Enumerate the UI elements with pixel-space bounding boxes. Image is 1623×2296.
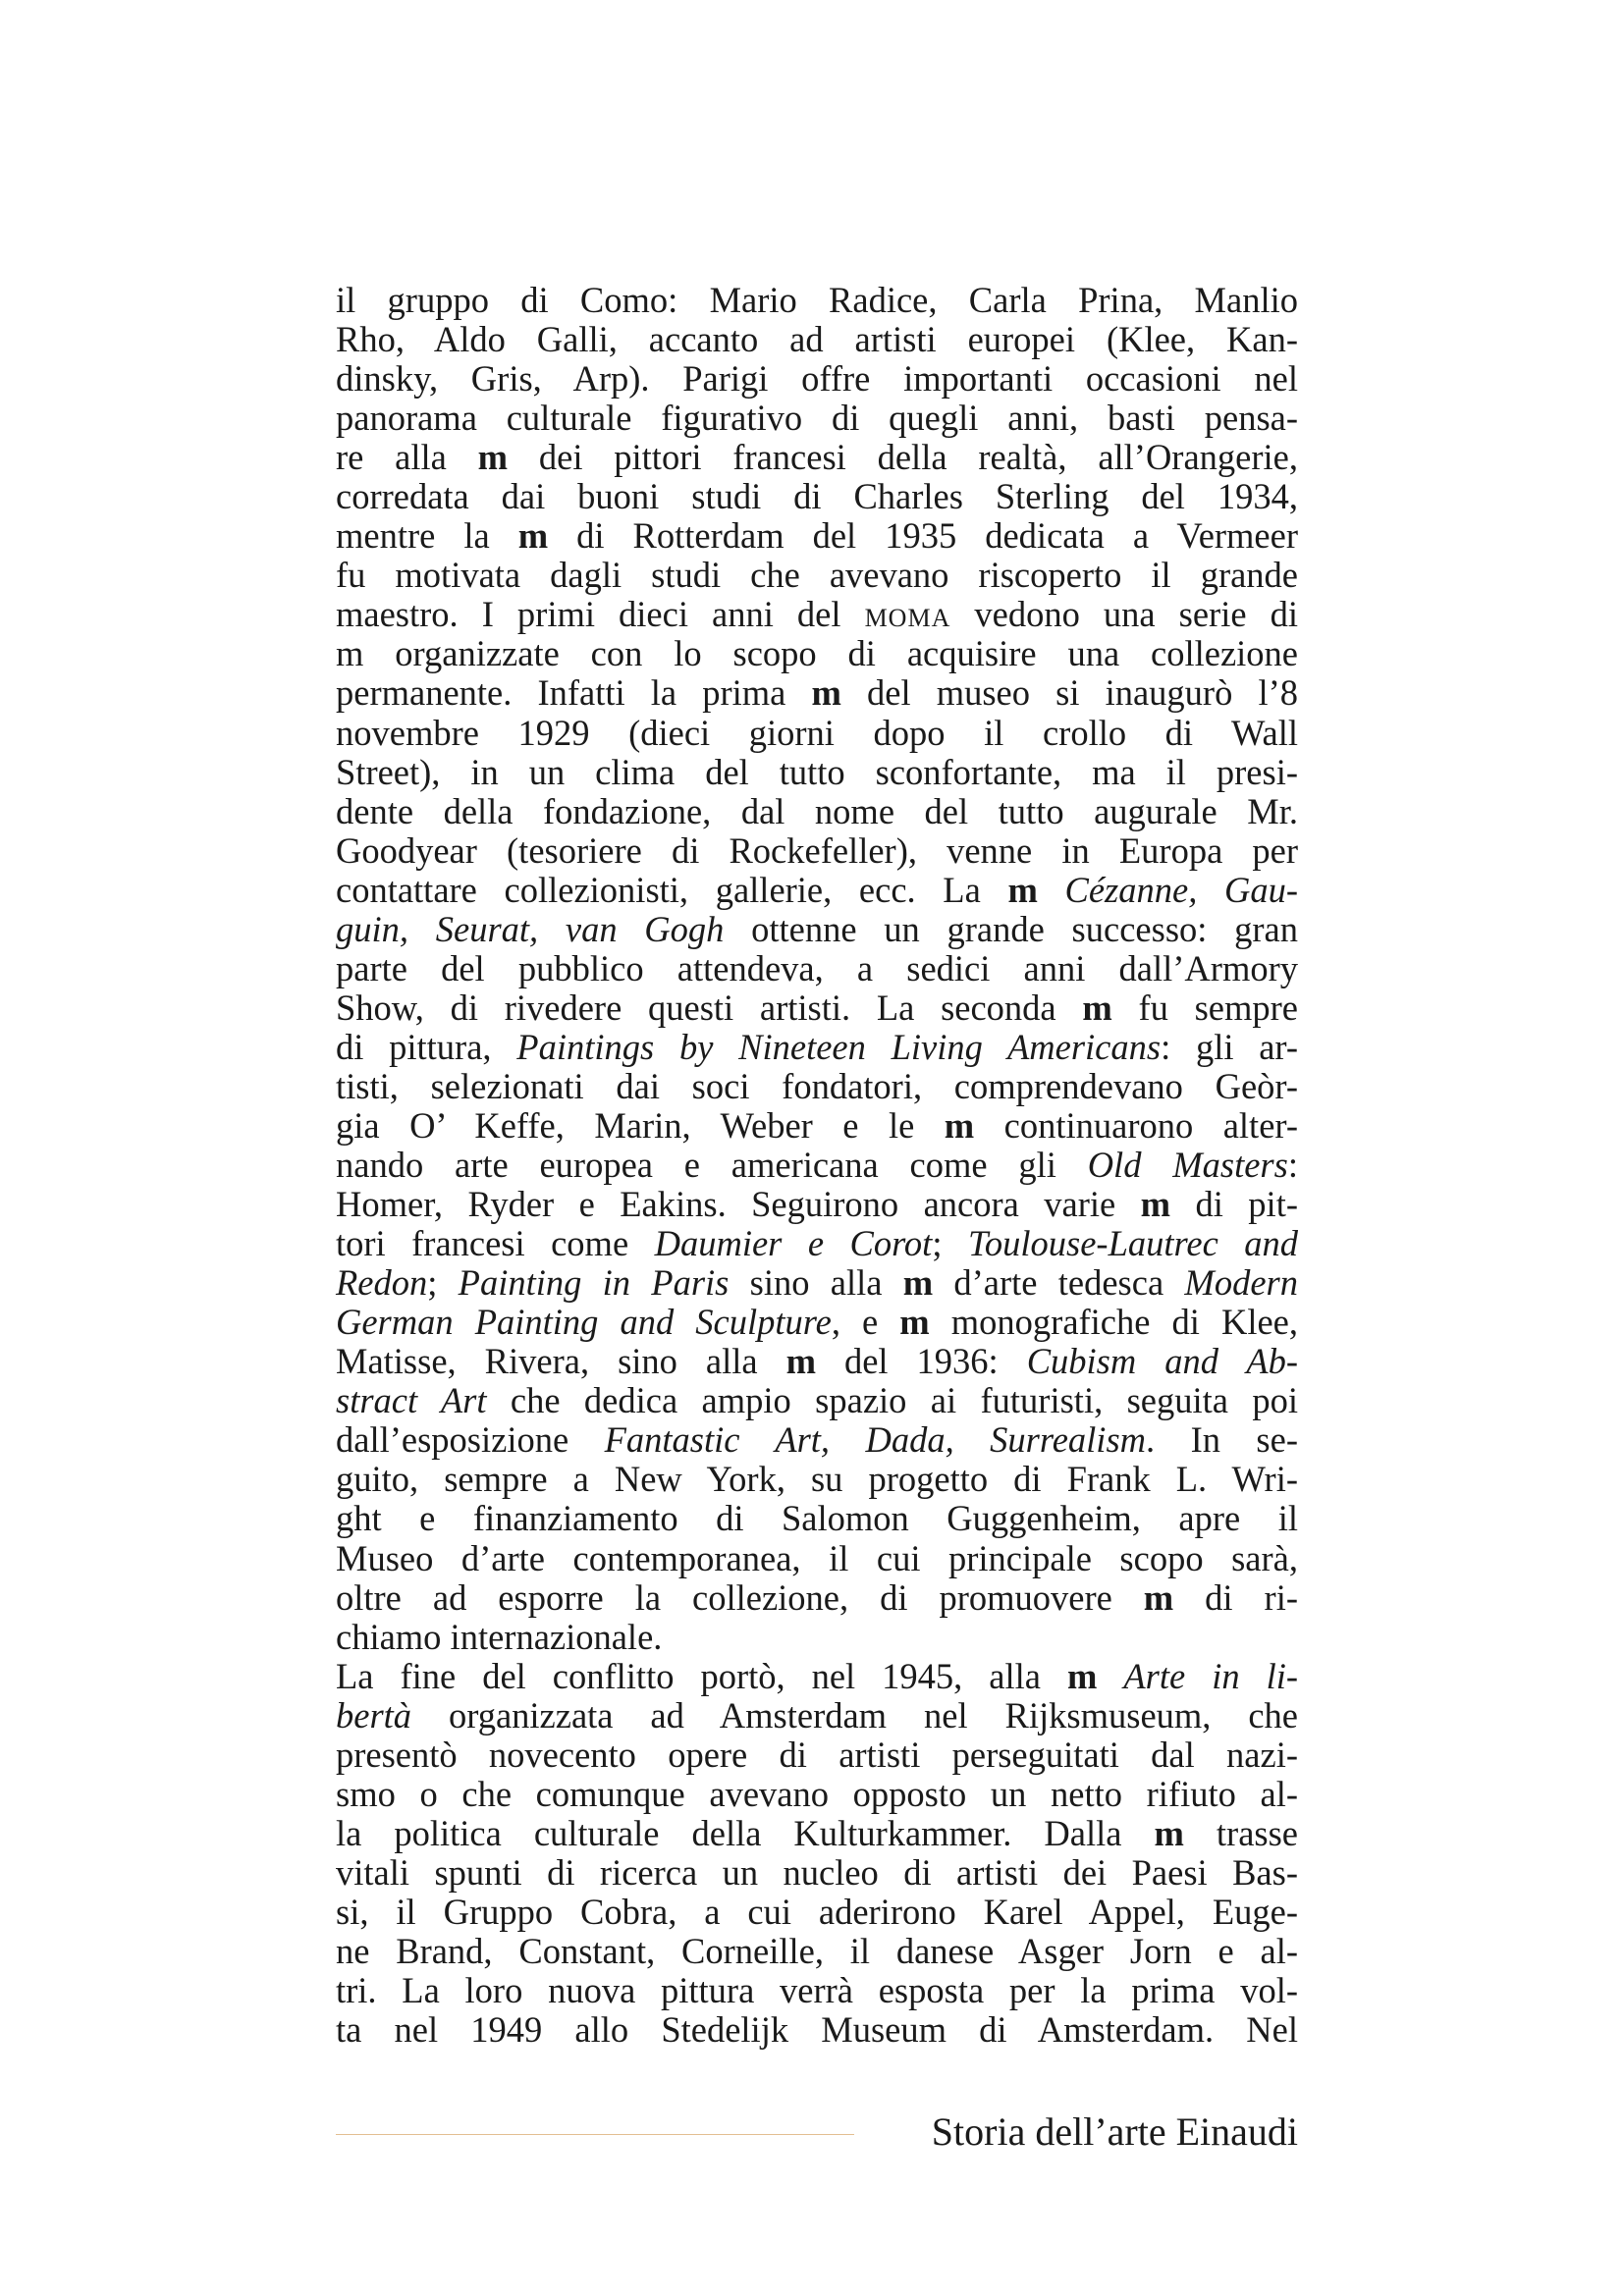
footer-rule bbox=[336, 2134, 854, 2135]
text-line bbox=[336, 1106, 1298, 1146]
text-run: . In se- bbox=[1146, 1419, 1298, 1461]
italic-title: Fantastic Art, Dada, Surrealism bbox=[604, 1419, 1147, 1461]
text-line bbox=[336, 988, 1298, 1028]
text-run: del 1936: bbox=[815, 1341, 1027, 1382]
text-line bbox=[336, 871, 1298, 910]
text-run: di pittura, bbox=[336, 1026, 517, 1067]
text-run: oltre ad esporre la collezione, di promuovere bbox=[336, 1576, 1144, 1618]
text-line bbox=[336, 556, 1298, 595]
text-run: ne Brand, Constant, Corneille, il danese Asger Jorn e al- bbox=[336, 1930, 1298, 1971]
text-run: vitali spunti di ricerca un nucleo di artisti dei Paesi Bas- bbox=[336, 1851, 1298, 1893]
text-run: si, il Gruppo Cobra, a cui aderirono Karel Appel, Euge- bbox=[336, 1891, 1298, 1932]
entry-abbreviation: m bbox=[1143, 1576, 1174, 1618]
text-line bbox=[336, 1028, 1298, 1067]
text-run: trasse bbox=[1183, 1812, 1299, 1853]
text-run: organizzata ad Amsterdam nel Rijksmuseum, che bbox=[411, 1694, 1298, 1735]
text-run bbox=[1097, 1656, 1123, 1696]
entry-abbreviation: m bbox=[785, 1341, 816, 1382]
text-line bbox=[336, 1657, 1298, 1696]
text-run: guito, sempre a New York, su progetto di Frank L. Wri- bbox=[336, 1459, 1298, 1500]
entry-abbreviation: m bbox=[477, 437, 509, 478]
italic-title: Redon bbox=[336, 1262, 428, 1304]
text-line bbox=[336, 1853, 1298, 1893]
text-line bbox=[336, 1932, 1298, 1971]
text-run: presentò novecento opere di artisti perseguitati dal nazi- bbox=[336, 1734, 1298, 1775]
italic-title: Toulouse-Lautrec and bbox=[967, 1223, 1298, 1264]
text-line bbox=[336, 831, 1298, 871]
entry-abbreviation: m bbox=[1066, 1655, 1098, 1696]
text-run: Street), in un clima del tutto sconfortante, ma il presi- bbox=[336, 751, 1298, 792]
text-line bbox=[336, 1578, 1298, 1618]
text-run: Museo d’arte contemporanea, il cui principale scopo sarà, bbox=[336, 1537, 1298, 1578]
entry-abbreviation: m bbox=[1154, 1812, 1184, 1853]
text-run: il gruppo di Como: Mario Radice, Carla Prina, Manlio bbox=[336, 280, 1298, 320]
text-run: nando arte europea e americana come gli bbox=[336, 1145, 1088, 1186]
text-run: parte del pubblico attendeva, a sedici anni dall’Armory bbox=[336, 947, 1298, 988]
italic-title: Cézanne, Gau- bbox=[1064, 869, 1299, 910]
text-line bbox=[336, 281, 1298, 320]
text-line bbox=[336, 1185, 1298, 1224]
text-run: dinsky, Gris, Arp). Parigi offre importanti occasioni nel bbox=[336, 358, 1298, 400]
small-caps-acronym: moma bbox=[864, 594, 951, 635]
text-line bbox=[336, 753, 1298, 792]
text-run: vedono una serie di bbox=[950, 594, 1298, 635]
text-line bbox=[336, 1775, 1298, 1814]
text-run: corredata dai buoni studi di Charles Sterling del 1934, bbox=[336, 476, 1298, 517]
text-run: fu sempre bbox=[1111, 987, 1299, 1028]
text-run: del museo si inaugurò l’8 bbox=[840, 672, 1298, 714]
text-run: novembre 1929 (dieci giorni dopo il crollo di Wall bbox=[336, 712, 1298, 753]
footer-title: Storia dell’arte Einaudi bbox=[931, 2109, 1298, 2154]
text-run: dente della fondazione, dal nome del tutto augurale Mr. bbox=[336, 790, 1298, 831]
italic-title: Arte in li- bbox=[1123, 1655, 1299, 1696]
text-run: Matisse, Rivera, sino alla bbox=[336, 1341, 786, 1382]
italic-title: guin, Seurat, van Gogh bbox=[336, 908, 725, 949]
text-run: ottenne un grande successo: gran bbox=[724, 908, 1298, 949]
italic-title: stract Art bbox=[336, 1380, 487, 1421]
text-run: ; bbox=[932, 1223, 968, 1264]
text-line bbox=[336, 1381, 1298, 1420]
entry-abbreviation: m bbox=[1007, 869, 1038, 910]
text-line bbox=[336, 1971, 1298, 2010]
text-run: contattare collezionisti, gallerie, ecc. La bbox=[336, 869, 1008, 910]
italic-title: Modern bbox=[1184, 1262, 1298, 1304]
text-run: la politica culturale della Kulturkammer. Dalla bbox=[336, 1812, 1155, 1853]
text-run: smo o che comunque avevano opposto un netto rifiuto al- bbox=[336, 1773, 1298, 1814]
italic-title: Old Masters bbox=[1087, 1145, 1288, 1186]
text-run: continuarono alter- bbox=[974, 1104, 1298, 1146]
text-run: Show, di rivedere questi artisti. La seconda bbox=[336, 987, 1083, 1028]
text-line bbox=[336, 1893, 1298, 1932]
text-run: dei pittori francesi della realtà, all’Orangerie, bbox=[508, 437, 1298, 478]
text-line bbox=[336, 1539, 1298, 1578]
text-run: monografiche di Klee, bbox=[929, 1302, 1299, 1343]
text-run: : bbox=[1287, 1145, 1298, 1186]
entry-abbreviation: m bbox=[899, 1302, 930, 1343]
entry-abbreviation: m bbox=[944, 1104, 975, 1146]
text-run: Goodyear (tesoriere di Rockefeller), venne in Europa per bbox=[336, 829, 1298, 871]
text-run: tisti, selezionati dai soci fondatori, comprendevano Geòr- bbox=[336, 1065, 1298, 1106]
text-run: ; bbox=[427, 1262, 459, 1304]
text-run: che dedica ampio spazio ai futuristi, seguita poi bbox=[486, 1380, 1299, 1421]
entry-abbreviation: m bbox=[1082, 987, 1112, 1028]
text-line bbox=[336, 1618, 1298, 1657]
entry-abbreviation: m bbox=[517, 515, 549, 557]
italic-title: Paintings by Nineteen Living Americans bbox=[516, 1026, 1162, 1067]
text-line bbox=[336, 1460, 1298, 1499]
text-line bbox=[336, 1342, 1298, 1381]
italic-title: Painting in Paris bbox=[458, 1262, 730, 1304]
text-run: sino alla bbox=[729, 1262, 903, 1304]
text-run: chiamo internazionale. bbox=[336, 1616, 663, 1657]
text-run: d’arte tedesca bbox=[933, 1262, 1185, 1304]
text-run: : gli ar- bbox=[1161, 1026, 1299, 1067]
text-run: Homer, Ryder e Eakins. Seguirono ancora varie bbox=[336, 1184, 1141, 1225]
text-line bbox=[336, 359, 1298, 399]
text-line bbox=[336, 910, 1298, 949]
body-text bbox=[336, 281, 1298, 2050]
italic-title: German Painting and Sculpture bbox=[336, 1302, 832, 1343]
text-line bbox=[336, 634, 1298, 673]
text-line bbox=[336, 1420, 1298, 1460]
text-line bbox=[336, 1814, 1298, 1853]
italic-title: Cubism and Ab- bbox=[1026, 1341, 1299, 1382]
text-run: permanente. Infatti la prima bbox=[336, 672, 812, 714]
italic-title: bertà bbox=[336, 1694, 412, 1735]
text-run: maestro. I primi dieci anni del bbox=[336, 594, 865, 635]
text-line bbox=[336, 399, 1298, 438]
text-line bbox=[336, 1696, 1298, 1735]
text-run: gia O’ Keffe, Marin, Weber e le bbox=[336, 1104, 945, 1146]
text-line bbox=[336, 714, 1298, 753]
text-line bbox=[336, 792, 1298, 831]
text-run: di pit- bbox=[1170, 1184, 1298, 1225]
text-line bbox=[336, 1303, 1298, 1342]
italic-title: Daumier e Corot bbox=[654, 1223, 933, 1264]
entry-abbreviation: m bbox=[811, 672, 841, 714]
text-line bbox=[336, 1224, 1298, 1263]
text-line bbox=[336, 320, 1298, 359]
text-line bbox=[336, 1499, 1298, 1538]
text-line bbox=[336, 1735, 1298, 1775]
text-line bbox=[336, 1067, 1298, 1106]
text-run: ght e finanziamento di Salomon Guggenheim, apre il bbox=[336, 1498, 1298, 1539]
text-line bbox=[336, 516, 1298, 556]
text-run: Rho, Aldo Galli, accanto ad artisti europei (Klee, Kan- bbox=[336, 319, 1298, 360]
text-line bbox=[336, 949, 1298, 988]
text-run: di ri- bbox=[1173, 1576, 1299, 1618]
text-line bbox=[336, 438, 1298, 477]
entry-abbreviation: m bbox=[902, 1262, 934, 1304]
text-line bbox=[336, 477, 1298, 516]
text-run: ta nel 1949 allo Stedelijk Museum di Amsterdam. Nel bbox=[336, 2009, 1298, 2051]
text-line bbox=[336, 595, 1298, 634]
text-run: re alla bbox=[336, 437, 478, 478]
text-line bbox=[336, 2010, 1298, 2050]
text-run: La fine del conflitto portò, nel 1945, alla bbox=[336, 1655, 1067, 1696]
text-run: , e bbox=[831, 1302, 900, 1343]
text-line bbox=[336, 1146, 1298, 1185]
text-run: di Rotterdam del 1935 dedicata a Vermeer bbox=[548, 515, 1298, 557]
text-run: panorama culturale figurativo di quegli anni, basti pensa- bbox=[336, 398, 1298, 439]
text-run bbox=[1038, 870, 1065, 910]
text-run: m organizzate con lo scopo di acquisire una collezione bbox=[336, 633, 1298, 674]
entry-abbreviation: m bbox=[1140, 1184, 1171, 1225]
text-run: tori francesi come bbox=[336, 1223, 655, 1264]
text-line bbox=[336, 1263, 1298, 1303]
text-run: fu motivata dagli studi che avevano riscoperto il grande bbox=[336, 555, 1298, 596]
text-run: mentre la bbox=[336, 515, 518, 557]
text-run: tri. La loro nuova pittura verrà esposta per la prima vol- bbox=[336, 1970, 1298, 2011]
text-line bbox=[336, 673, 1298, 713]
text-run: dall’esposizione bbox=[336, 1419, 605, 1461]
